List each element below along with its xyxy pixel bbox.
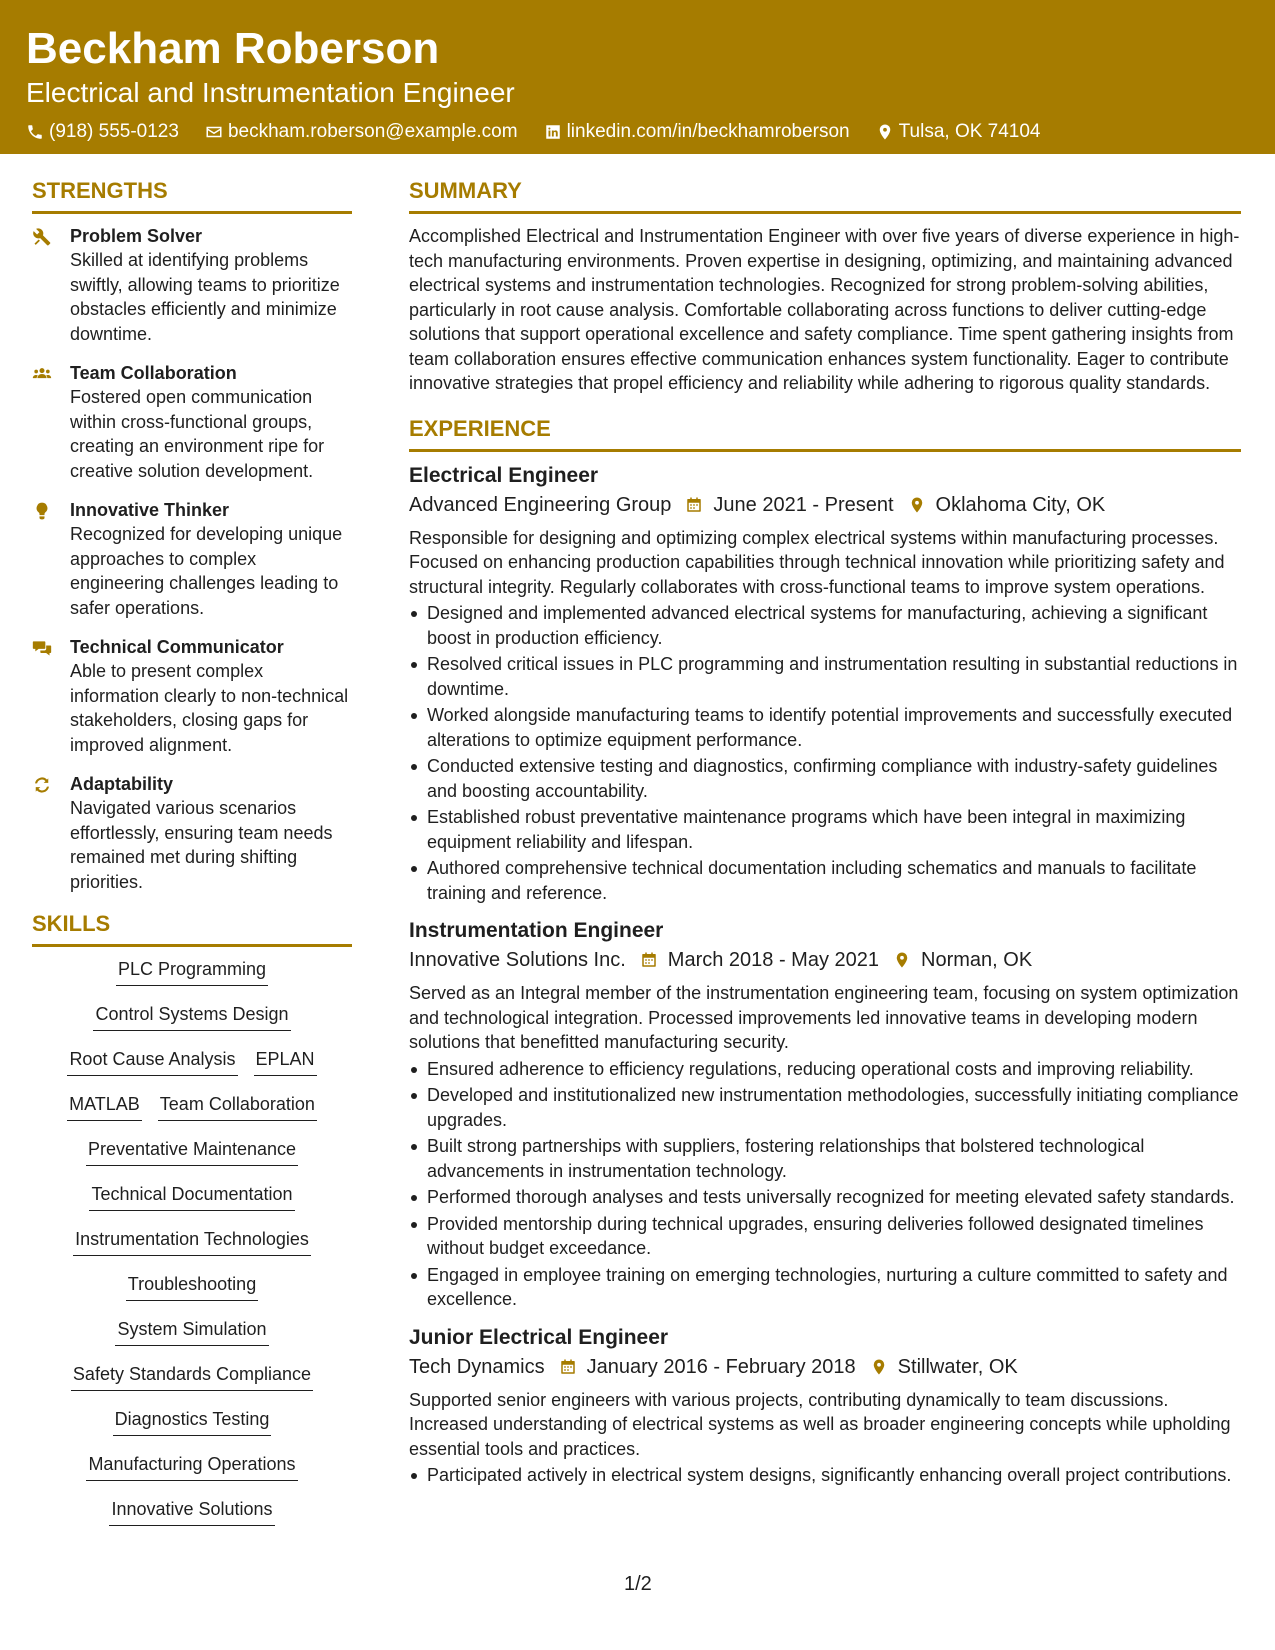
bullet-item: Resolved critical issues in PLC programming and instrumentation resulting in substantial reductions in downtime. (409, 652, 1241, 701)
job-bullets (409, 1463, 1241, 1488)
location-text: Tulsa, OK 74104 (898, 121, 1041, 142)
strength-name: Team Collaboration (70, 363, 237, 383)
job-dates: January 2016 - February 2018 (586, 1355, 856, 1378)
job-meta (409, 945, 1241, 975)
strength-item (32, 224, 352, 346)
job-title: Junior Electrical Engineer (409, 1325, 669, 1349)
strength-name: Problem Solver (70, 226, 203, 246)
contact-location (876, 120, 1041, 144)
strength-desc: Recognized for developing unique approaches to complex engineering challenges leading to safer operations. (70, 524, 343, 618)
job-entry (409, 917, 1241, 1312)
strength-desc: Able to present complex information clearly to non-technical stakeholders, closing gaps for improved alignment. (70, 661, 349, 755)
job-location: Oklahoma City, OK (935, 493, 1106, 516)
strength-name: Innovative Thinker (70, 500, 230, 520)
tools-icon (32, 227, 52, 247)
email-link[interactable]: beckham.roberson@example.com (227, 121, 518, 142)
contact-phone (26, 120, 179, 144)
job-description: Served as an Integral member of the instrumentation engineering team, focusing on system optimization and technological integration. Processed improvements led innovative teams in developing modern solutions that benefitted manufacturing security. (409, 983, 1239, 1052)
bullet-item: Conducted extensive testing and diagnostics, confirming compliance with industry-safety guidelines and boosting accountability. (409, 754, 1241, 803)
phone-icon (26, 123, 44, 141)
skill-tag: Safety Standards Compliance (71, 1362, 313, 1391)
job-description: Supported senior engineers with various projects, contributing dynamically to team discussions. Increased understanding of electrical systems as well as broader engineering concepts while upholding essential tools and practices. (409, 1389, 1231, 1459)
strength-item (32, 361, 352, 483)
contact-linkedin[interactable] (544, 120, 850, 144)
linkedin-icon (544, 123, 562, 141)
skill-tag: EPLAN (254, 1047, 317, 1076)
bullet-item: Developed and institutionalized new instrumentation methodologies, successfully initiating compliance upgrades. (409, 1083, 1241, 1132)
skill-tag: Manufacturing Operations (86, 1452, 297, 1481)
job-location: Stillwater, OK (897, 1355, 1018, 1378)
skills-list (32, 957, 352, 1542)
skill-tag: Control Systems Design (93, 1002, 290, 1031)
job-bullets (409, 601, 1241, 905)
job-description: Responsible for designing and optimizing complex electrical systems within manufacturing processes. Focused on enhancing production capabilities through technical innovation while prioritizing safety and structural integrity. Regularly collaborates with cross-functional teams to improve system operations. (409, 527, 1225, 597)
job-company: Advanced Engineering Group (409, 493, 672, 516)
candidate-name: Beckham Roberson (26, 24, 440, 73)
strength-desc: Fostered open communication within cross-functional groups, creating an environment ripe for creative solution development. (70, 387, 325, 481)
strength-item (32, 635, 352, 757)
job-entry (409, 462, 1241, 906)
candidate-title: Electrical and Instrumentation Engineer (26, 77, 515, 108)
bullet-item: Established robust preventative maintenance programs which have been integral in maximizing equipment reliability and lifespan. (409, 805, 1241, 854)
skills-heading: SKILLS (32, 909, 352, 947)
skill-tag: Root Cause Analysis (67, 1047, 237, 1076)
summary-heading: SUMMARY (409, 176, 1241, 214)
skill-tag: Troubleshooting (126, 1272, 258, 1301)
bullet-item: Worked alongside manufacturing teams to identify potential improvements and successfully executed alterations to optimize equipment performance. (409, 703, 1241, 752)
job-location: Norman, OK (921, 949, 1033, 971)
job-title: Electrical Engineer (409, 463, 599, 487)
skill-tag: PLC Programming (116, 957, 268, 986)
bullet-item: Designed and implemented advanced electrical systems for manufacturing, achieving a significant boost in production efficiency. (409, 601, 1241, 650)
skill-tag: Instrumentation Technologies (73, 1227, 311, 1256)
map-pin-icon (876, 123, 894, 141)
strength-desc: Skilled at identifying problems swiftly, allowing teams to prioritize obstacles efficiently and minimize downtime. (70, 250, 340, 344)
job-company: Innovative Solutions Inc. (409, 949, 626, 971)
skill-tag: MATLAB (67, 1092, 142, 1121)
experience-heading: EXPERIENCE (409, 414, 1241, 452)
strengths-heading: STRENGTHS (32, 176, 352, 214)
lightbulb-icon (32, 501, 52, 521)
linkedin-link[interactable]: linkedin.com/in/beckhamroberson (566, 121, 850, 142)
skill-tag: Technical Documentation (89, 1182, 294, 1211)
users-icon (32, 364, 52, 384)
phone-text: (918) 555-0123 (49, 121, 179, 142)
left-column (32, 176, 352, 1542)
strength-item (32, 498, 352, 620)
strength-item (32, 772, 352, 894)
resume-header (0, 0, 1275, 154)
page-number: 1/2 (624, 1573, 652, 1595)
job-dates: March 2018 - May 2021 (667, 949, 880, 971)
job-title: Instrumentation Engineer (409, 919, 664, 942)
summary-text: Accomplished Electrical and Instrumentation Engineer with over five years of diverse experience in high-tech manufacturing environments. Proven expertise in designing, optimizing, and maintaining advanced electrical systems and instrumentation technologies. Recognized for strong problem-solving abilities, particularly in root cause analysis. Comfortable collaborating across functions to deliver cutting-edge solutions that support operational excellence and safety compliance. Time spent gathering insights from team collaboration ensures effective communication enhances system functionality. Eager to contribute innovative strategies that propel efficiency and reliability while adhering to rigorous quality standards. (409, 226, 1240, 393)
strength-name: Technical Communicator (70, 637, 284, 657)
map-pin-icon (870, 1358, 888, 1376)
bullet-item: Built strong partnerships with suppliers, fostering relationships that bolstered technological advancements in instrumentation technology. (409, 1134, 1241, 1183)
map-pin-icon (908, 496, 926, 514)
job-dates: June 2021 - Present (713, 493, 894, 516)
job-company: Tech Dynamics (409, 1355, 545, 1378)
skill-tag: Preventative Maintenance (86, 1137, 298, 1166)
envelope-icon (205, 123, 223, 141)
job-meta (409, 490, 1241, 520)
bullet-item: Performed thorough analyses and tests universally recognized for meeting elevated safety standards. (409, 1185, 1241, 1210)
sync-icon (32, 775, 52, 795)
skill-tag: Team Collaboration (158, 1092, 317, 1121)
bullet-item: Authored comprehensive technical documentation including schematics and manuals to facilitate training and reference. (409, 856, 1241, 905)
bullet-item: Ensured adherence to efficiency regulations, reducing operational costs and improving reliability. (409, 1057, 1241, 1082)
comments-icon (32, 638, 52, 658)
bullet-item: Participated actively in electrical system designs, significantly enhancing overall project contributions. (409, 1463, 1241, 1488)
strength-desc: Navigated various scenarios effortlessly, ensuring team needs remained met during shifting priorities. (70, 798, 333, 892)
contact-email[interactable] (205, 120, 518, 144)
calendar-icon (559, 1358, 577, 1376)
job-entry (409, 1324, 1241, 1488)
contact-bar (26, 120, 1249, 144)
job-meta (409, 1352, 1241, 1382)
strength-name: Adaptability (70, 774, 174, 794)
map-pin-icon (893, 951, 911, 969)
right-column (409, 176, 1241, 1500)
bullet-item: Provided mentorship during technical upgrades, ensuring deliveries followed designated timelines without budget exceedance. (409, 1212, 1241, 1261)
skill-tag: Innovative Solutions (109, 1497, 274, 1526)
bullet-item: Engaged in employee training on emerging technologies, nurturing a culture committed to safety and excellence. (409, 1263, 1241, 1312)
skill-tag: Diagnostics Testing (113, 1407, 272, 1436)
skill-tag: System Simulation (115, 1317, 268, 1346)
calendar-icon (685, 496, 703, 514)
job-bullets (409, 1057, 1241, 1312)
calendar-icon (640, 951, 658, 969)
